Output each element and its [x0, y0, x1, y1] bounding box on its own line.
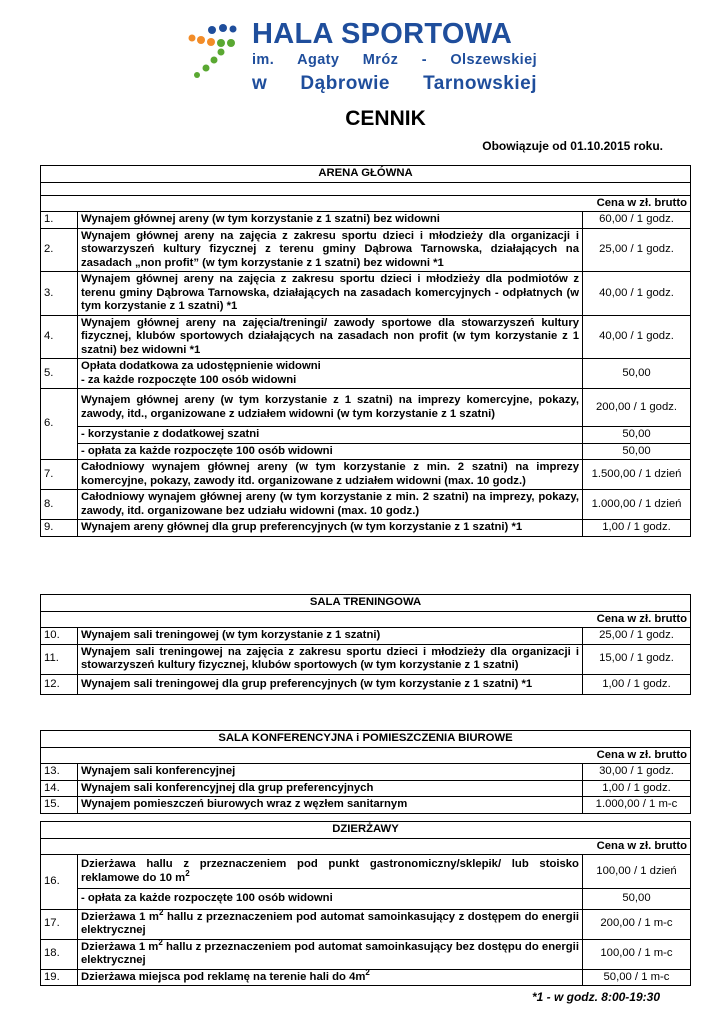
table-row: 13. Wynajem sali konferencyjnej 30,00 / 1 godz.: [41, 764, 691, 781]
table-subrow: - opłata za każde rozpoczęte 100 osób widowni 50,00: [41, 443, 691, 460]
table-row: 10. Wynajem sali treningowej (w tym korzystanie z 1 szatni) 25,00 / 1 godz.: [41, 628, 691, 645]
logo-dots-icon: [185, 20, 245, 80]
section-title: SALA KONFERENCYJNA i POMIESZCZENIA BIUROWE: [41, 731, 691, 748]
table-row: 7. Całodniowy wynajem głównej areny (w tym korzystanie z min. 2 szatni) na imprezy komercyjne, pokazy, zawody itd. organizowane z udziałem widowni (max. 10 godz.) 1.500,00 / 1 dzień: [41, 460, 691, 490]
table-row: 17. Dzierżawa 1 $m^2$ hallu z przeznaczeniem pod automat samoinkasujący z dostępem do energii elektrycznej 200,00 / 1 m-c: [41, 909, 691, 939]
table-row: 6. Wynajem głównej areny (w tym korzystanie z 1 szatni) na imprezy komercyjne, pokazy, zawody, itd., organizowane z udziałem widowni (w tym korzystanie z 1 szatni) 200,00 / 1 godz.: [41, 389, 691, 427]
section-title: DZIERŻAWY: [41, 822, 691, 839]
table-row: 12. Wynajem sali treningowej dla grup preferencyjnych (w tym korzystanie z 1 szatni) *1 1,00 / 1 godz.: [41, 674, 691, 695]
table-row: 18. Dzierżawa 1 $m^2$ hallu z przeznaczeniem pod automat samoinkasujący bez dostępu do energii elektrycznej 100,00 / 1 m-c: [41, 939, 691, 969]
table-row: 3. Wynajem głównej areny na zajęcia z zakresu sportu dzieci i młodzieży dla podmiotów z terenu gminy Dąbrowa Tarnowska, działających na zasadach komercyjnych - odpłatnych (w tym korzystanie z 1 szatni) *1 40,00 / 1 godz.: [41, 272, 691, 316]
table-row: 11. Wynajem sali treningowej na zajęcia z zakresu sportu dzieci i młodzieży dla organizacji i stowarzyszeń kultury fizycznej, klubów sportowych (w tym korzystanie z 1 szatni) 15,00 / 1 godz.: [41, 644, 691, 674]
table-row: 14. Wynajem sali konferencyjnej dla grup preferencyjnych 1,00 / 1 godz.: [41, 780, 691, 797]
column-header: Cena w zł. brutto: [41, 838, 691, 855]
training-price-table: [40, 594, 691, 695]
conference-price-table: [40, 730, 691, 814]
section-title: ARENA GŁÓWNA: [41, 166, 691, 183]
table-row: 16. Dzierżawa hallu z przeznaczeniem pod punkt gastronomiczny/sklepik/ lub stoisko reklamowe do 10 $m^2$ 100,00 / 1 dzień: [41, 855, 691, 889]
column-header: Cena w zł. brutto: [41, 195, 691, 212]
hall-subtitle-line2: w Dąbrowie Tarnowskiej: [252, 73, 537, 94]
lease-price-table: [40, 821, 691, 986]
section-title: SALA TRENINGOWA: [41, 595, 691, 612]
column-header: Cena w zł. brutto: [41, 611, 691, 628]
table-subrow: - opłata za każde rozpoczęte 100 osób widowni 50,00: [41, 889, 691, 910]
table-row: 15. Wynajem pomieszczeń biurowych wraz z węzłem sanitarnym 1.000,00 / 1 m-c: [41, 797, 691, 814]
column-header: Cena w zł. brutto: [41, 747, 691, 764]
table-row: 4. Wynajem głównej areny na zajęcia/treningi/ zawody sportowe dla stowarzyszeń kultury fizycznej, klubów sportowych działających na zasadach non profit (w tym korzystanie z 1 szatni) bez widowni *1 40,00 / 1 godz.: [41, 315, 691, 359]
footnote: *1 - w godz. 8:00-19:30: [531, 990, 660, 1004]
hall-subtitle-line1: im. Agaty Mróz - Olszewskiej: [252, 52, 537, 68]
table-row: 2. Wynajem głównej areny na zajęcia z zakresu sportu dzieci i młodzieży dla organizacji i stowarzyszeń kultury fizycznej z terenu gminy Dąbrowa Tarnowska, działających na zasadach „non profit” (w tym korzystanie z 1 szatni) bez widowni *1 25,00 / 1 godz.: [41, 228, 691, 272]
table-row: 8. Całodniowy wynajem głównej areny (w tym korzystanie z min. 2 szatni) na imprezy, pokazy, zawody, itd. organizowane bez udziału widowni (max. 10 godz.) 1.000,00 / 1 dzień: [41, 490, 691, 520]
arena-price-table: [40, 165, 691, 537]
hall-title: HALA SPORTOWA: [252, 18, 513, 50]
page-title: CENNIK: [345, 107, 426, 130]
table-row: 19. Dzierżawa miejsca pod reklamę na terenie hali do $4m^2$ 50,00 / 1 m-c: [41, 969, 691, 986]
table-row: 5. Opłata dodatkowa za udostępnienie widowni - za każde rozpoczęte 100 osób widowni 50,00: [41, 359, 691, 389]
table-subrow: - korzystanie z dodatkowej szatni 50,00: [41, 427, 691, 444]
table-row: 1. Wynajem głównej areny (w tym korzystanie z 1 szatni) bez widowni 60,00 / 1 godz.: [41, 212, 691, 229]
valid-from-date: Obowiązuje od 01.10.2015 roku.: [482, 139, 663, 153]
table-row: 9. Wynajem areny głównej dla grup preferencyjnych (w tym korzystanie z 1 szatni) *1 1,00 / 1 godz.: [41, 520, 691, 537]
